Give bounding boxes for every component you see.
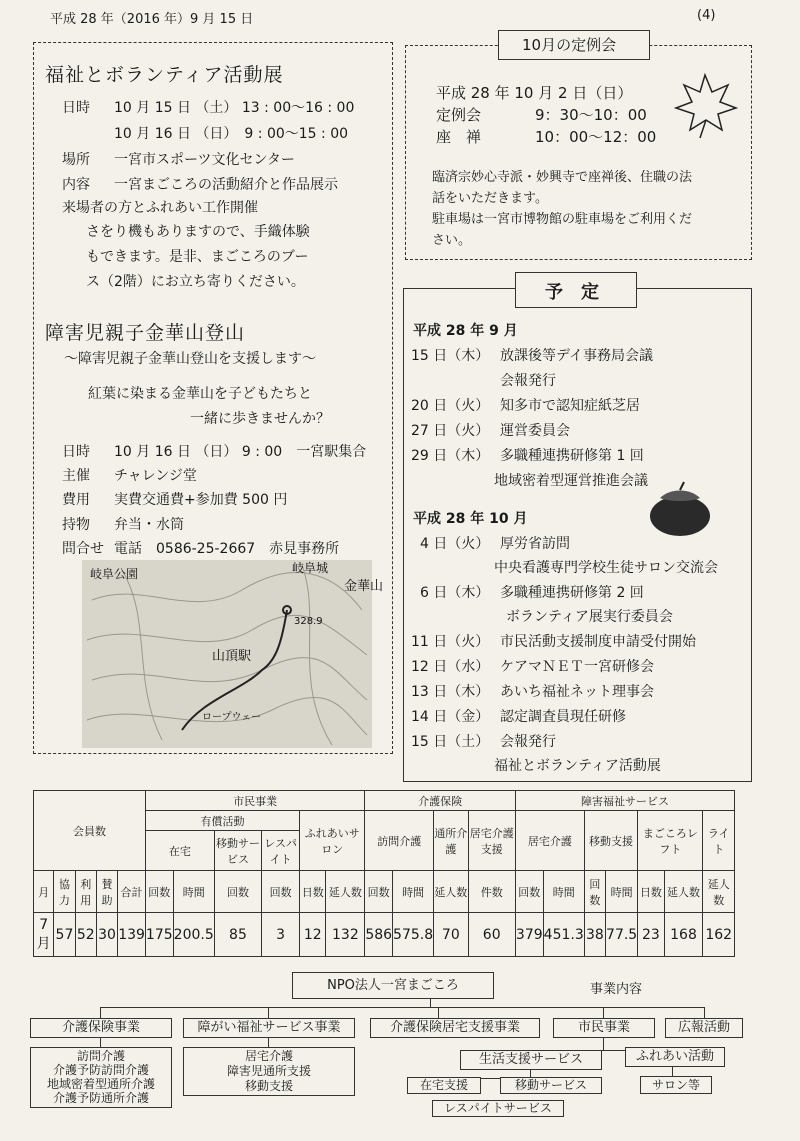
schedule-text: 福祉とボランティア活動展	[494, 758, 661, 774]
map-label: 328.9	[294, 616, 323, 627]
col-light: ライト	[703, 811, 735, 871]
hike-subtitle: 〜障害児親子金華山登山を支援します〜	[64, 351, 316, 367]
stats-table	[33, 790, 735, 957]
org-life-item: レスパイトサービス	[432, 1100, 564, 1117]
col-daycare: 通所介護	[434, 811, 468, 871]
header-cell: 回数	[584, 871, 605, 913]
expo-date1: 10 月 15 日 （土） 13 : 00〜16 : 00	[114, 100, 355, 116]
header-cell: 賛助	[96, 871, 117, 913]
regular-date: 平成 28 年 10 月 2 日（日）	[436, 84, 633, 102]
schedule-text: 厚労省訪問	[500, 536, 570, 552]
header-cell: 時間	[393, 871, 434, 913]
col-move: 移動サービス	[214, 831, 261, 871]
cell: 12	[300, 913, 326, 957]
org-branch: 介護保険居宅支援事業	[370, 1018, 540, 1038]
schedule-text: 市民活動支援制度申請受付開始	[500, 634, 696, 650]
hike-row-value: 10 月 16 日 （日） 9 : 00 一宮駅集合	[114, 444, 367, 460]
org-care-item: 介護予防訪問介護	[52, 1063, 149, 1077]
org-disab-item: 障害児通所支援	[226, 1064, 311, 1078]
cell: 175	[145, 913, 173, 957]
schedule-title: 予 定	[545, 282, 599, 303]
cell: 23	[638, 913, 664, 957]
org-root: NPO法人一宮まごころ	[292, 972, 494, 999]
org-life-support: 生活支援サービス	[460, 1050, 602, 1070]
cell: 77.5	[606, 913, 638, 957]
cell-month: 7月	[34, 913, 54, 957]
header-cell: 回数	[515, 871, 543, 913]
group-disab: 障害福祉サービス	[515, 791, 734, 811]
schedule-text: 認定調査員現任研修	[500, 709, 626, 725]
header-cell: 回数	[145, 871, 173, 913]
expo-content-line: さをり機もありますので、手織体験	[86, 224, 310, 240]
hike-row-value: チャレンジ堂	[114, 468, 197, 484]
schedule-date: 15 日（木）	[411, 348, 490, 364]
regular-line-label: 定例会	[436, 106, 482, 124]
schedule-text: ケアマＮＥＴ一宮研修会	[500, 659, 654, 675]
schedule-date: 11 日（火）	[411, 634, 490, 650]
schedule-month: 平成 28 年 10 月	[413, 511, 528, 527]
map-label: 金華山	[344, 579, 384, 594]
cell: 168	[664, 913, 703, 957]
page-number: (4)	[697, 8, 716, 23]
col-movesup: 移動支援	[584, 811, 637, 871]
regular-note: 話をいただきます。	[432, 191, 548, 206]
org-care-item: 介護予防通所介護	[52, 1091, 149, 1105]
cell: 85	[214, 913, 261, 957]
cell: 30	[96, 913, 117, 957]
org-branch: 市民事業	[553, 1018, 655, 1038]
schedule-text: 地域密着型運営推進会議	[494, 473, 648, 489]
group-members: 会員数	[34, 791, 146, 871]
map-label: 岐阜公園	[90, 567, 139, 581]
hike-row-label: 費用	[62, 492, 90, 508]
hike-row-label: 日時	[62, 444, 90, 460]
expo-content-line: ス（2階）にお立ち寄りください。	[86, 274, 305, 290]
hike-lead: 一緒に歩きませんか？	[190, 411, 330, 427]
header-cell: 回数	[262, 871, 300, 913]
org-disab-items	[183, 1047, 355, 1096]
org-disab-item: 居宅介護	[244, 1049, 293, 1063]
cell: 132	[326, 913, 365, 957]
cell: 60	[468, 913, 515, 957]
header-cell: 延人数	[326, 871, 365, 913]
col-plan: 居宅介護支援	[468, 811, 515, 871]
cell: 200.5	[173, 913, 214, 957]
org-connector	[672, 1066, 673, 1076]
table-header-row	[34, 871, 735, 913]
cell: 139	[118, 913, 146, 957]
cell: 162	[703, 913, 735, 957]
org-salon: サロン等	[640, 1076, 712, 1094]
org-branch: 介護保険事業	[30, 1018, 172, 1038]
header-cell: 時間	[173, 871, 214, 913]
regular-line-time: 9：30〜10：00	[535, 106, 647, 124]
header-cell: 利用	[75, 871, 96, 913]
schedule-date: 29 日（木）	[411, 448, 490, 464]
regular-line-time: 10：00〜12：00	[535, 128, 657, 146]
cell: 70	[434, 913, 468, 957]
map-label: 山頂駅	[212, 649, 252, 664]
expo-content-line: 一宮まごころの活動紹介と作品展示	[114, 177, 338, 193]
hike-title: 障害児親子金華山登山	[45, 322, 246, 344]
header-cell: 時間	[606, 871, 638, 913]
header-cell: 日数	[638, 871, 664, 913]
org-care-item: 訪問介護	[76, 1049, 125, 1063]
col-left: まごころレフト	[638, 811, 703, 871]
cell: 379	[515, 913, 543, 957]
hike-lead: 紅葉に染まる金華山を子どもたちと	[88, 386, 312, 402]
regular-title: 10月の定例会	[522, 36, 617, 54]
col-visit: 訪問介護	[365, 811, 434, 871]
schedule-text: 放課後等デイ事務局会議	[500, 348, 654, 364]
expo-place: 一宮市スポーツ文化センター	[114, 152, 295, 168]
expo-date-label: 日時	[62, 100, 90, 116]
header-cell: 回数	[214, 871, 261, 913]
org-branch: 障がい福祉サービス事業	[183, 1018, 355, 1038]
schedule-date: 12 日（水）	[411, 659, 490, 675]
route-map	[82, 560, 384, 748]
hike-row-label: 持物	[62, 517, 90, 533]
group-paid: 有償活動	[145, 811, 299, 831]
expo-content-label: 内容	[62, 177, 90, 193]
map-label: ロープウェー	[202, 712, 262, 723]
org-root-label: 事業内容	[590, 982, 643, 997]
schedule-text: ボランティア展実行委員会	[506, 609, 673, 625]
header-cell: 回数	[365, 871, 393, 913]
header-cell: 日数	[300, 871, 326, 913]
cell: 586	[365, 913, 393, 957]
schedule-text: あいち福祉ネット理事会	[500, 684, 654, 700]
cell: 52	[75, 913, 96, 957]
header-cell: 時間	[543, 871, 584, 913]
header-cell: 協力	[54, 871, 75, 913]
map-label: 岐阜城	[292, 561, 329, 575]
schedule-date: 15 日（土）	[411, 734, 490, 750]
schedule-text: 多職種連携研修第 1 回	[500, 448, 644, 464]
header-cell: 合計	[118, 871, 146, 913]
expo-content-line: もできます。是非、まごころのブー	[86, 249, 309, 265]
org-connector	[603, 1036, 604, 1050]
header-cell: 月	[34, 871, 54, 913]
hike-row-label: 主催	[62, 468, 90, 484]
persimmon-icon	[640, 480, 720, 540]
schedule-text: 運営委員会	[500, 423, 570, 439]
col-home: 在宅	[145, 831, 214, 871]
org-life-item: 移動サービス	[500, 1077, 602, 1094]
regular-note: 臨済宗妙心寺派・妙興寺で座禅後、住職の法	[432, 170, 693, 185]
col-homecare: 居宅介護	[515, 811, 584, 871]
schedule-text: 中央看護専門学校生徒サロン交流会	[494, 560, 718, 576]
schedule-text: 会報発行	[500, 734, 556, 750]
org-care-items	[30, 1047, 172, 1108]
hike-row-label: 問合せ	[62, 541, 104, 557]
hike-row-value: 弁当・水筒	[114, 517, 184, 533]
schedule-text: 多職種連携研修第 2 回	[500, 585, 644, 601]
issue-date: 平成 28 年（2016 年）9 月 15 日	[50, 12, 254, 27]
cell: 575.8	[393, 913, 434, 957]
header-cell: 件数	[468, 871, 515, 913]
expo-content-line: 来場者の方とふれあい工作開催	[62, 200, 258, 216]
cell: 38	[584, 913, 605, 957]
schedule-date: 14 日（金）	[411, 709, 490, 725]
cell: 57	[54, 913, 75, 957]
regular-line-label: 座 禅	[436, 128, 482, 146]
col-salon: ふれあいサロン	[300, 811, 365, 871]
schedule-text: 知多市で認知症紙芝居	[500, 398, 640, 414]
schedule-date: 13 日（木）	[411, 684, 490, 700]
hike-row-value: 実費交通費+参加費 500 円	[114, 492, 288, 508]
expo-date2: 10 月 16 日 （日） 9 : 00〜15 : 00	[114, 126, 349, 142]
col-respite: レスパイト	[262, 831, 300, 871]
org-fureai: ふれあい活動	[625, 1047, 725, 1067]
org-care-item: 地域密着型通所介護	[46, 1077, 155, 1091]
group-care: 介護保険	[365, 791, 516, 811]
schedule-date: 27 日（火）	[411, 423, 490, 439]
header-cell: 延人数	[703, 871, 735, 913]
org-life-item: 在宅支援	[407, 1077, 481, 1094]
cell: 451.3	[543, 913, 584, 957]
org-branch: 広報活動	[665, 1018, 743, 1038]
regular-note: さい。	[432, 233, 472, 248]
schedule-month: 平成 28 年 9 月	[413, 323, 518, 339]
schedule-date: 6 日（木）	[420, 585, 490, 601]
expo-title: 福祉とボランティア活動展	[45, 64, 284, 86]
org-disab-item: 移動支援	[244, 1079, 293, 1093]
table-row	[34, 913, 735, 957]
cell: 3	[262, 913, 300, 957]
schedule-text: 会報発行	[500, 373, 556, 389]
header-cell: 延人数	[664, 871, 703, 913]
group-citizen: 市民事業	[145, 791, 364, 811]
header-cell: 延人数	[434, 871, 468, 913]
schedule-date: 4 日（火）	[420, 536, 490, 552]
regular-note: 駐車場は一宮市博物館の駐車場をご利用くだ	[432, 212, 693, 227]
maple-leaf-icon	[670, 70, 740, 140]
schedule-date: 20 日（火）	[411, 398, 490, 414]
expo-place-label: 場所	[62, 152, 90, 168]
hike-row-value: 電話 0586-25-2667 赤見事務所	[114, 541, 340, 557]
org-connector	[100, 1007, 704, 1008]
